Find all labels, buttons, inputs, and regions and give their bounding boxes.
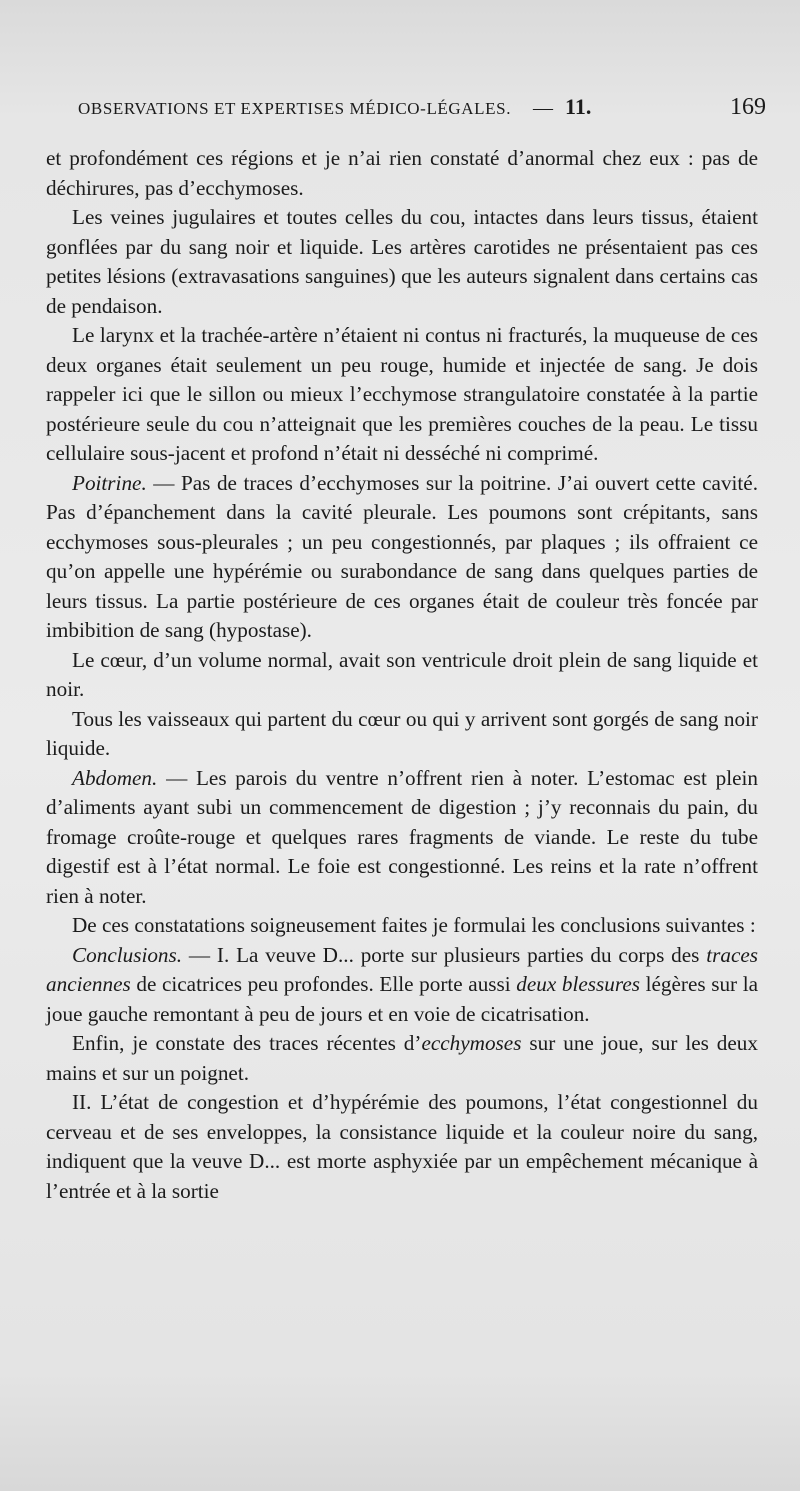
paragraph-conclusions: Conclusions. — I. La veuve D... porte sur plusieurs parties du corps des traces anciennes de cicatrices peu profondes. Elle porte aussi deux blessures légères sur la joue gauche remontant à peu de jours et en voie de cicatrisation. — [46, 942, 759, 1026]
page-number: 169 — [730, 94, 766, 120]
emphasis: ecchymoses — [421, 1031, 522, 1055]
paragraph-abdomen: Abdomen. — Les parois du ventre n’offrent rien à noter. L’estomac est plein d’aliments ayant subi un commencement de digestion ; j’y reconnais du pain, du fromage croûte-rouge et quelques rares fragments de viande. Le reste du tube digestif est à l’état normal. Le foie est congestionné. Les reins et la rate n’offrent rien à noter. — [46, 765, 758, 908]
running-title: OBSERVATIONS ET EXPERTISES MÉDICO-LÉGALES. — [78, 99, 512, 118]
header-dash: — — [533, 97, 554, 119]
signature-mark: 11. — [565, 94, 592, 119]
paragraph: Le cœur, d’un volume normal, avait son ventricule droit plein de sang liquide et noir. — [46, 647, 758, 701]
paragraph: II. L’état de congestion et d’hypérémie des poumons, l’état congestionnel du cerveau et de ses enveloppes, la consistance liquide et la couleur noire du sang, indiquent que la veuve D... est morte asphyxiée par un empêchement mécanique à l’entrée et à la sortie — [46, 1090, 758, 1203]
paragraph: De ces constatations soigneusement faites je formulai les conclusions suivantes : — [72, 913, 756, 937]
emphasis: deux blessures — [516, 972, 640, 996]
page-header — [78, 94, 770, 134]
paragraph-poitrine: Poitrine. — Pas de traces d’ecchymoses sur la poitrine. J’ai ouvert cette cavité. Pas d’épanchement dans la cavité pleurale. Les poumons sont crépitants, sans ecchymoses sous-pleurales ; un peu congestionnés, par plaques ; ils offraient ce qu’on appelle une hypérémie ou surabondance de sang dans quelques parties de leurs tissus. La partie postérieure de ces organes était de couleur très foncée par imbibition de sang (hypostase). — [46, 470, 759, 642]
page-body — [46, 144, 758, 1206]
paragraph: Enfin, je constate des traces récentes d’ecchymoses sur une joue, sur les deux mains et sur un poignet. — [46, 1031, 758, 1085]
paragraph: Le larynx et la trachée-artère n’étaient ni contus ni fracturés, la muqueuse de ces deux organes était seulement un peu rouge, humide et injectée de sang. Je dois rappeler ici que le sillon ou mieux l’ecchymose strangulatoire constatée à la partie postérieure seule du cou n’atteignait que les premières couches de la peau. Le tissu cellulaire sous-jacent et profond n’était ni desséché ni comprimé. — [46, 323, 758, 465]
section-lead: Abdomen. — [72, 765, 158, 790]
section-lead: Conclusions. — [72, 942, 183, 967]
paragraph: et profondément ces régions et je n’ai rien constaté d’anormal chez eux : pas de déchirures, pas d’ecchymoses. — [46, 146, 758, 200]
section-lead: Poitrine. — [72, 470, 147, 495]
paragraph: Les veines jugulaires et toutes celles du cou, intactes dans leurs tissus, étaient gonflées par du sang noir et liquide. Les artères carotides ne présentaient pas ces petites lésions (extravasations sanguines) que les auteurs signalent dans certains cas de pendaison. — [46, 205, 758, 318]
paragraph: Tous les vaisseaux qui partent du cœur ou qui y arrivent sont gorgés de sang noir liquide. — [46, 706, 758, 760]
emphasis: traces anciennes — [46, 942, 758, 996]
